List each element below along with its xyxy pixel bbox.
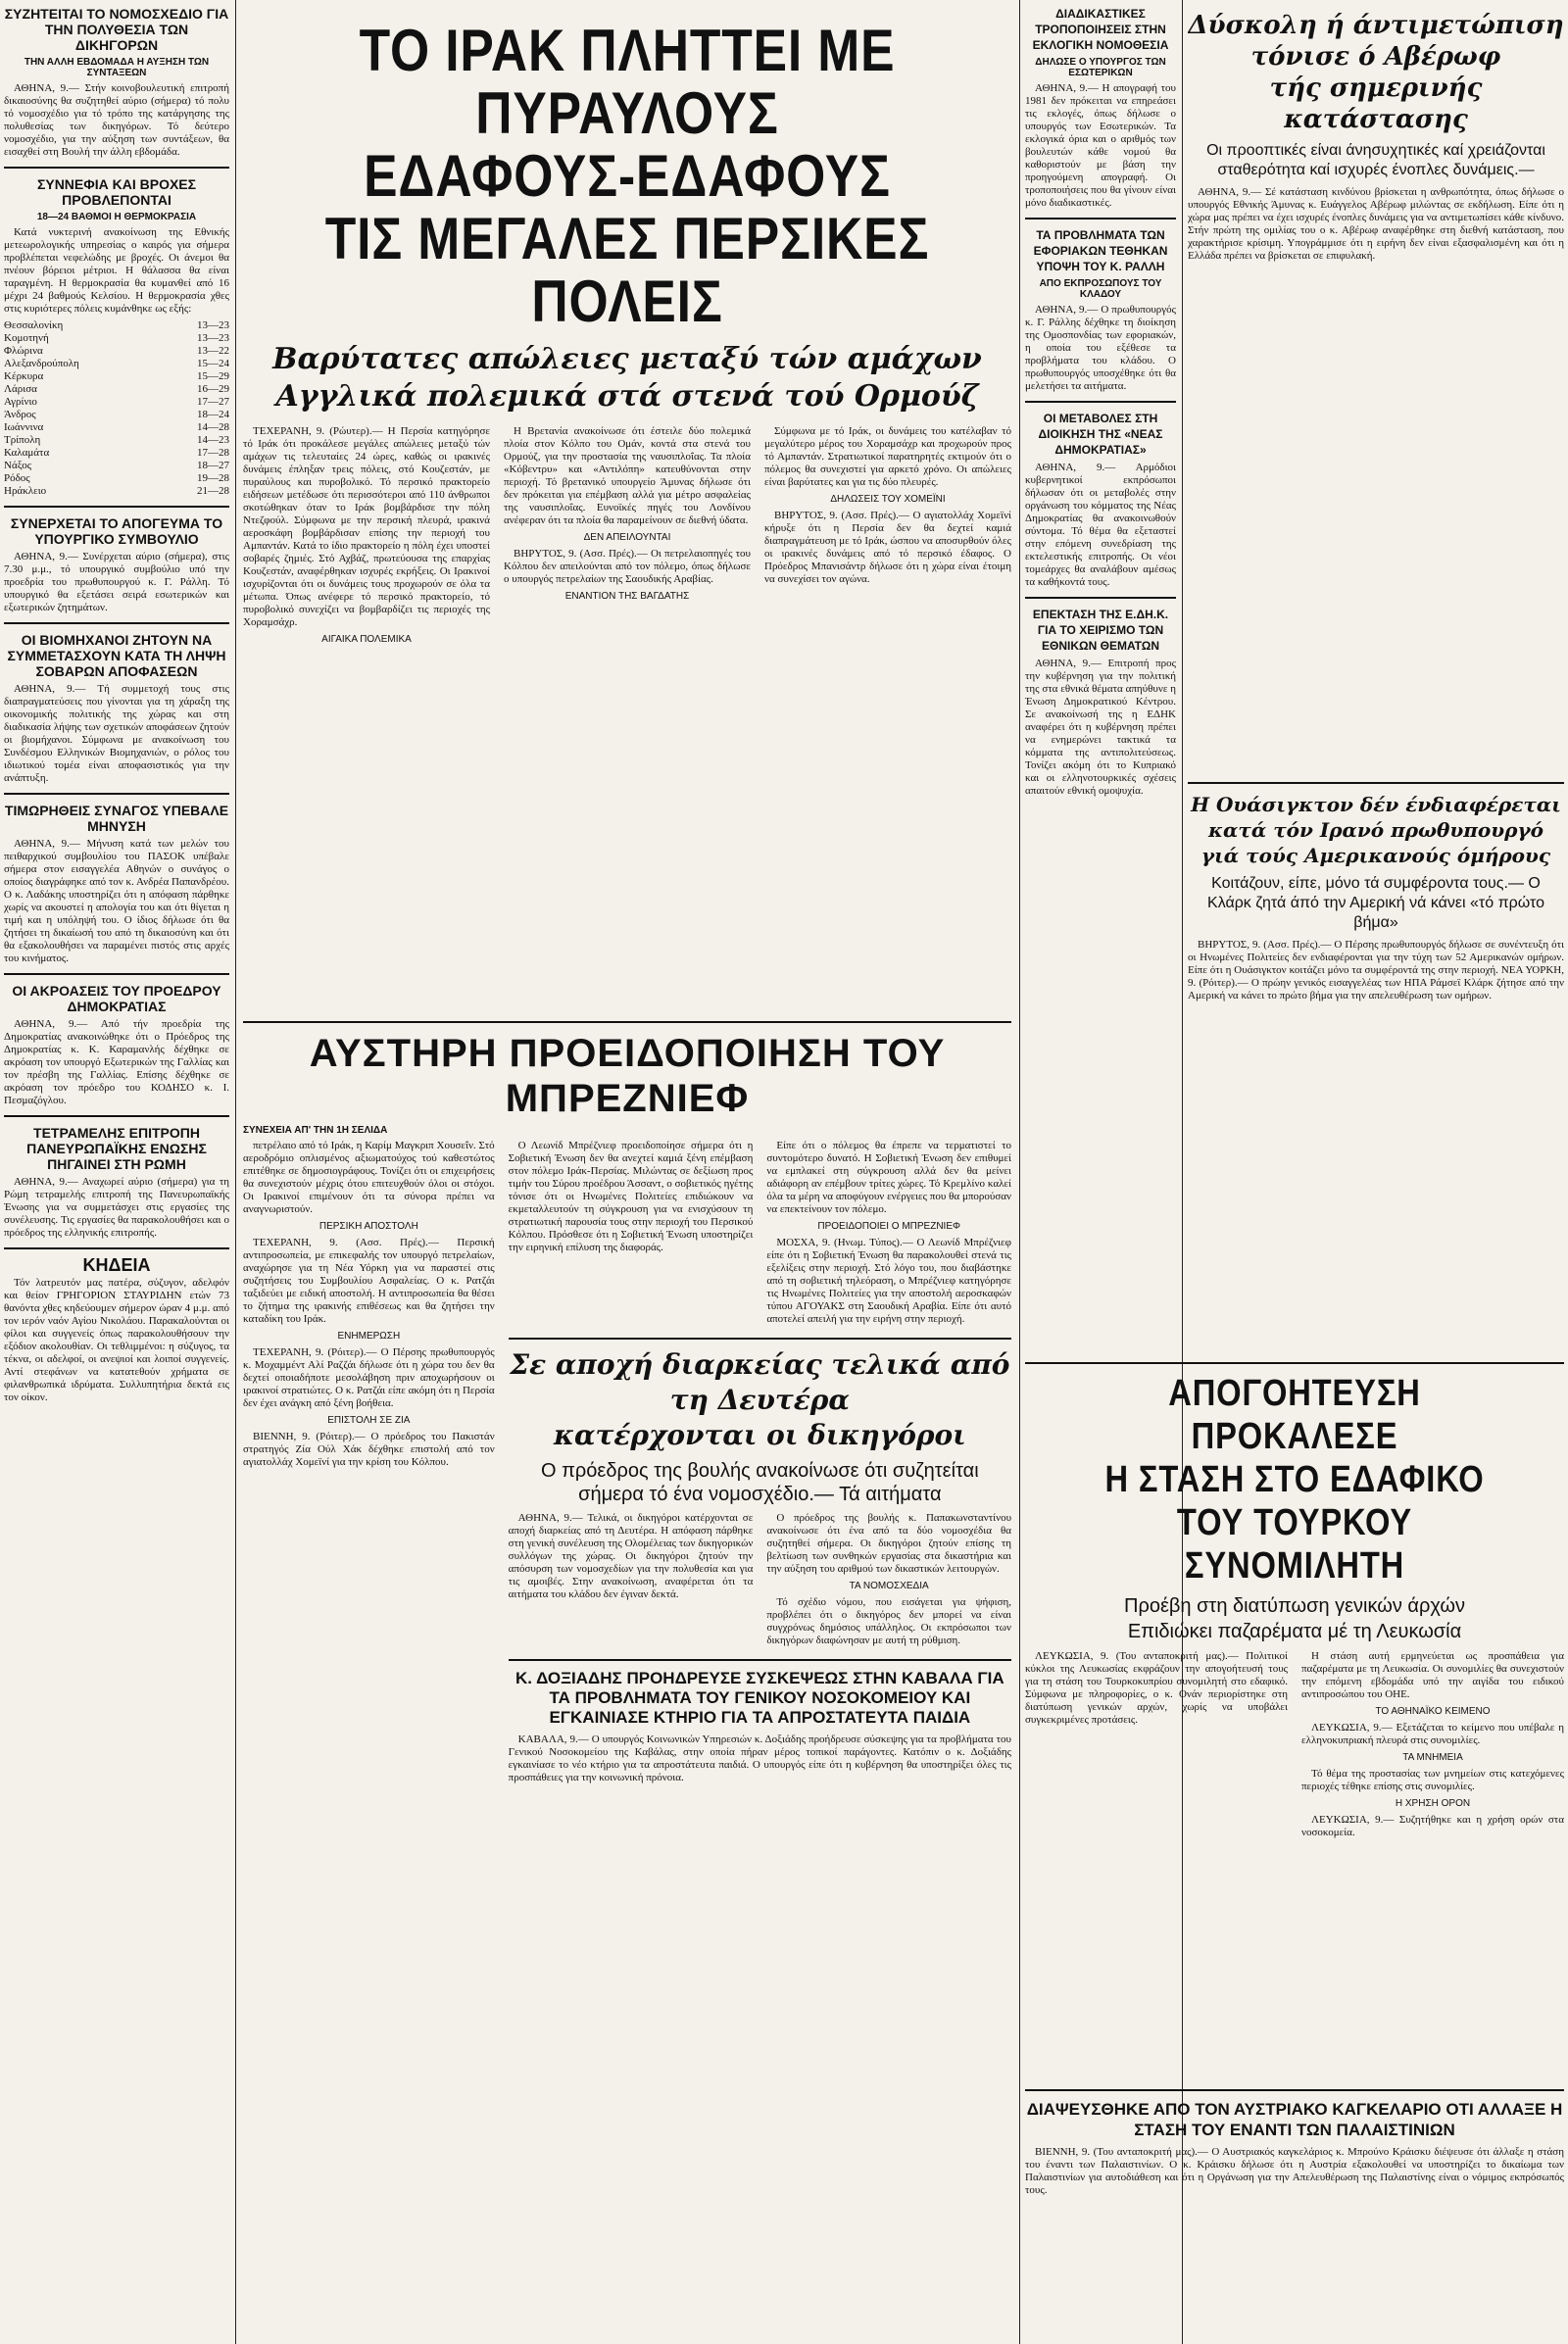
strike-col2: Ο πρόεδρος της βουλής κ. Παπακωνσταντίνου ανακοίνωσε ότι ένα από τα δύο νομοσχέδια θα συζητηθεί σήμερα. Οι δικηγόροι ζητούν επίσης τη βελτίωση των συνθηκών εργασίας στα δικαστήρια και την αύξηση του αριθμού των δικαστικών λειτουργών. bbox=[766, 1512, 1011, 1575]
divider bbox=[1025, 401, 1176, 403]
story-tax-title: ΤΑ ΠΡΟΒΛΗΜΑΤΑ ΤΩΝ ΕΦΟΡΙΑΚΩΝ ΤΕΘΗΚΑΝ ΥΠΟΨΗ ΤΟΥ Κ. ΡΑΛΛΗ bbox=[1033, 228, 1168, 273]
turkish-col2d: ΛΕΥΚΩΣΙΑ, 9.— Συζητήθηκε και η χρήση ορών στα νοσοκομεία. bbox=[1301, 1814, 1564, 1838]
label-athens-text: ΤΟ ΑΘΗΝΑΪΚΟ ΚΕΙΜΕΝΟ bbox=[1375, 1706, 1491, 1717]
divider bbox=[4, 506, 229, 508]
averof-body: ΑΘΗΝΑ, 9.— Σέ κατάσταση κινδύνου βρίσκεται η ανθρωπότητα, όπως δήλωσε ο υπουργός Εθνικής Άμυνας κ. Ευάγγελος Αβέρωφ μιλώντας σε εκδήλωση. Είπε ότι η χώρα μας πρέπει να έχει ισχυρές ένοπλες δυνάμεις για να αντιμετωπίσει κάθε κίνδυνο. Στήν πρώτη της ομιλίας του ο κ. Αβέρωφ αναφέρθηκε στη διεθνή κατάσταση, που χαρακτήρισε κρίσιμη. Υπογράμμισε ότι η ειρήνη δεν είναι εξασφαλισμένη και ότι η Ελλάδα πρέπει να βρίσκεται σε επιφυλακή. bbox=[1188, 186, 1564, 262]
temperature-row bbox=[4, 383, 229, 396]
temperature-range: 15—29 bbox=[197, 370, 229, 382]
temperature-list bbox=[4, 319, 229, 498]
label-not-threatened: ΔΕΝ ΑΠΕΙΛΟΥΝΤΑΙ bbox=[583, 532, 671, 543]
story-lawyers-sub: ΤΗΝ ΑΛΛΗ ΕΒΔΟΜΑΔΑ Η ΑΥΞΗΣΗ ΤΩΝ ΣΥΝΤΑΞΕΩΝ bbox=[24, 57, 210, 78]
temperature-row bbox=[4, 447, 229, 460]
city-name: Τρίπολη bbox=[4, 434, 41, 446]
lead-story-columns bbox=[243, 425, 1011, 1013]
turkish-col2b: ΛΕΥΚΩΣΙΑ, 9.— Εξετάζεται το κείμενο που υπέβαλε η ελληνοκυπριακή πλευρά στις συνομιλίες. bbox=[1301, 1722, 1564, 1746]
temperature-range: 19—28 bbox=[197, 472, 229, 484]
temperature-range: 13—22 bbox=[197, 345, 229, 357]
lead-headline-line2: ΕΔΑΦΟΥΣ-ΕΔΑΦΟΥΣ bbox=[364, 143, 891, 209]
bz-col1d: ΒΙΕΝΝΗ, 9. (Ρόιτερ).— Ο πρόεδρος του Πακιστάν στρατηγός Ζία Ούλ Χάκ δέχθηκε επιστολή από τον αγιατολλάχ Χομεϊνί για την κρίση του Κόλπου. bbox=[243, 1431, 495, 1468]
city-name: Θεσσαλονίκη bbox=[4, 319, 64, 331]
main-section bbox=[243, 0, 1011, 2344]
turkish-col1: ΛΕΥΚΩΣΙΑ, 9. (Του ανταποκριτή μας).— Πολιτικοί κύκλοι της Λευκωσίας εκφράζουν την απογοήτευσή τους για τη στάση του Τουρκοκυπρίου συνομιλητή στο εδαφικό. Σύμφωνα με πληροφορίες, ο κ. Ονάν περιορίστηκε στη διατύπωση γενικών αρχών, χωρίς να υποβάλει συγκεκριμένες προτάσεις. bbox=[1025, 1650, 1288, 1726]
usa-headline-line2: κατά τόν Ιρανό πρωθυπουργό bbox=[1208, 818, 1544, 842]
story-weather-title: ΣΥΝΝΕΦΙΑ ΚΑΙ ΒΡΟΧΕΣ ΠΡΟΒΛΕΠΟΝΤΑΙ bbox=[36, 176, 197, 208]
story-cabinet-body: ΑΘΗΝΑ, 9.— Συνέρχεται αύριο (σήμερα), στις 7.30 μ.μ., τό υπουργικό συμβούλιο υπό την προεδρία του πρωθυπουργού κ. Γ. Ράλλη. Τό υπουργικό θα εξετάσει σειρά εσωτερικών και εξωτερικών ζητημάτων. bbox=[4, 551, 229, 613]
turkish-headline-line2: Η ΣΤΑΣΗ ΣΤΟ ΕΔΑΦΙΚΟ bbox=[1104, 1459, 1485, 1500]
story-electoral-title: ΔΙΑΔΙΚΑΣΤΙΚΕΣ ΤΡΟΠΟΠΟΙΗΣΕΙΣ ΣΤΗΝ ΕΚΛΟΓΙΚΗ ΝΟΜΟΘΕΣΙΑ bbox=[1032, 7, 1169, 52]
story-edik-title: ΕΠΕΚΤΑΣΗ ΤΗΣ Ε.ΔΗ.Κ. ΓΙΑ ΤΟ ΧΕΙΡΙΣΜΟ ΤΩΝ ΕΘΝΙΚΩΝ ΘΕΜΑΤΩΝ bbox=[1032, 608, 1169, 653]
label-monuments: ΤΑ ΜΝΗΜΕΙΑ bbox=[1402, 1752, 1463, 1763]
label-brezhnev-warns: ΠΡΟΕΙΔΟΠΟΙΕΙ Ο ΜΠΡΕΖΝΙΕΦ bbox=[817, 1221, 960, 1232]
label-aegean: ΑΙΓΑΙΚΑ ΠΟΛΕΜΙΚΑ bbox=[321, 634, 412, 645]
divider bbox=[4, 167, 229, 169]
city-name: Φλώρινα bbox=[4, 345, 43, 357]
funeral-body: Τόν λατρευτόν μας πατέρα, σύζυγον, αδελφόν και θείον ΓΡΗΓΟΡΙΟΝ ΣΤΑΥΡΙΔΗΝ ετών 73 θανόντα χθες κηδεύουμεν σήμερον ώραν 4 μ.μ. από τον ιερόν ναόν Αγίου Νικολάου. Παρακαλούνται οι φίλοι και συγγενείς όπως παρακολουθήσουν την εξόδιον ακολουθίαν. Οι τεθλιμμένοι: η σύζυγος, τα τέκνα, οι αδελφοί, οι ανεψιοί και λοιποί συγγενείς. Αντί στεφάνων να κατατεθούν χρήματα σε φιλανθρωπικά ιδρύματα. Συλλυπητήρια δεκτά εις τον οίκον. bbox=[4, 1277, 229, 1403]
city-name: Άνδρος bbox=[4, 409, 36, 420]
temperature-row bbox=[4, 460, 229, 472]
temperature-range: 18—24 bbox=[197, 409, 229, 420]
temperature-row bbox=[4, 396, 229, 409]
story-nd-title: ΟΙ ΜΕΤΑΒΟΛΕΣ ΣΤΗ ΔΙΟΙΚΗΣΗ ΤΗΣ «ΝΕΑΣ ΔΗΜΟΚΡΑΤΙΑΣ» bbox=[1038, 412, 1163, 457]
city-name: Ρόδος bbox=[4, 472, 30, 484]
label-khomeini: ΔΗΛΩΣΕΙΣ ΤΟΥ ΧΟΜΕΪΝΙ bbox=[830, 494, 946, 505]
lead-col2b: ΒΗΡΥΤΟΣ, 9. (Ασσ. Πρές).— Οι πετρελαιοπηγές του Κόλπου δεν απειλούνται από τον πόλεμο, όπως δήλωσε ο υπουργός πετρελαίων της Σαουδικής Αραβίας. bbox=[504, 548, 751, 585]
divider bbox=[4, 622, 229, 624]
temperature-row bbox=[4, 472, 229, 485]
lead-headline-line1: ΤΟ ΙΡΑΚ ΠΛΗΤΤΕΙ ΜΕ ΠΥΡΑΥΛΟΥΣ bbox=[359, 18, 896, 146]
divider bbox=[4, 973, 229, 975]
temperature-row bbox=[4, 345, 229, 358]
story-electoral-sub: ΔΗΛΩΣΕ Ο ΥΠΟΥΡΓΟΣ ΤΩΝ ΕΣΩΤΕΡΙΚΩΝ bbox=[1035, 57, 1166, 78]
story-lawsuit-body: ΑΘΗΝΑ, 9.— Μήνυση κατά των μελών του πειθαρχικού συμβουλίου του ΠΑΣΟΚ υπέβαλε σήμερα στον εισαγγελέα Αθηνών ο συνάγος ο οποίος διαγράφηκε από τον κ. Ανδρέα Παπανδρέου. Ο κ. Λαδάκης υποστηρίζει ότι η απόφαση πάρθηκε χωρίς να ακουστεί η απολογία του και ότι θίγεται η τιμή και η υπόληψή του. Ο ίδιος δήλωσε ότι θα ζητήσει τη δικαίωσή του από τη δικαιοσύνη και ότι θα εξακολουθήσει να παραμένει πιστός στις αρχές του κινήματος. bbox=[4, 838, 229, 964]
temperature-row bbox=[4, 332, 229, 345]
story-president-body: ΑΘΗΝΑ, 9.— Από τήν προεδρία της Δημοκρατίας ανακοινώθηκε ότι ο Πρόεδρος της Δημοκρατίας κ. Κ. Καραμανλής δέχθηκε σε ακρόαση τον υπουργό Εξωτερικών της Γαλλίας και τον πρέσβη της Γαλλίας. Επίσης δέχθηκε σε ακρόαση τον πρόεδρο του ΚΟΔΗΣΟ κ. Ι. Πεσμαζόγλου. bbox=[4, 1018, 229, 1106]
temperature-range: 16—29 bbox=[197, 383, 229, 395]
temperature-range: 17—27 bbox=[197, 396, 229, 408]
lead-deck-line2: Αγγλικά πολεμικά στά στενά τού Ορμούζ bbox=[275, 379, 979, 414]
right-wide-column bbox=[1188, 0, 1564, 1352]
turkish-headline-line3: ΤΟΥ ΤΟΥΡΚΟΥ ΣΥΝΟΜΙΛΗΤΗ bbox=[1176, 1502, 1413, 1587]
usa-headline-line1: Η Ουάσιγκτον δέν ένδιαφέρεται bbox=[1191, 793, 1561, 816]
turkish-headline-line1: ΑΠΟΓΟΗΤΕΥΣΗ ΠΡΟΚΑΛΕΣΕ bbox=[1168, 1373, 1421, 1457]
bz-col2: Ο Λεωνίδ Μπρέζνιεφ προειδοποίησε σήμερα ότι η Σοβιετική Ένωση δεν θα ανεχτεί καμιά ξένη επέμβαση στον πόλεμο Ιράκ-Περσίας. Μιλώντας σε δεξίωση προς τιμήν του Σύρου προέδρου Άσσαντ, ο σοβιετικός ηγέτης τόνισε ότι οι Ηνωμένες Πολιτείες επιδιώκουν να εκμεταλλευτούν τη σύγκρουση για να ενισχύσουν τη στρατιωτική παρουσία τους στην περιοχή του Περσικού Κόλπου. Πρόσθεσε ότι η Σοβιετική Ένωση υποστηρίζει την ειρηνική επίλυση της διαφοράς. bbox=[508, 1140, 754, 1253]
turkish-deck-line1: Προέβη στη διατύπωση γενικών άρχών bbox=[1124, 1595, 1465, 1617]
label-serum: Η ΧΡΗΣΗ ΟΡΟΝ bbox=[1395, 1798, 1471, 1809]
story-lawyers-title: ΣΥΖΗΤΕΙΤΑΙ ΤΟ ΝΟΜΟΣΧΕΔΙΟ ΓΙΑ ΤΗΝ ΠΟΛΥΘΕΣΙΑ ΤΩΝ ΔΙΚΗΓΟΡΩΝ bbox=[4, 6, 229, 53]
strike-headline-line1: Σε αποχή διαρκείας τελικά από τη Δευτέρα bbox=[510, 1348, 1010, 1416]
divider bbox=[1025, 597, 1176, 599]
austria-headline: ΔΙΑΨΕΥΣΘΗΚΕ ΑΠΟ ΤΟΝ ΑΥΣΤΡΙΑΚΟ ΚΑΓΚΕΛΑΡΙΟ ΟΤΙ ΑΛΛΑΞΕ Η ΣΤΑΣΗ ΤΟΥ ΕΝΑΝΤΙ ΤΩΝ ΠΑΛΑΙΣΤΙΝΙΩΝ bbox=[1026, 2100, 1563, 2139]
bz-col1b: ΤΕΧΕΡΑΝΗ, 9. (Ασσ. Πρές).— Περσική αντιπροσωπεία, με επικεφαλής τον υπουργό πετρελαίων, αναχώρησε για τη Νέα Υόρκη για να παραστεί στις συζητήσεις του Συμβουλίου Ασφαλείας. Ο κ. Ρατζάι ταξιδεύει με ειδική αποστολή. Η αντιπροσωπεία θα θέσει το ζήτημα της ιρακινής επιθέσεως και θα ζητήσει την καταδίκη του Ιράκ. bbox=[243, 1237, 495, 1325]
temperature-range: 18—27 bbox=[197, 460, 229, 471]
kavala-body: ΚΑΒΑΛΑ, 9.— Ο υπουργός Κοινωνικών Υπηρεσιών κ. Δοξιάδης προήδρευσε σύσκεψης για τα προβλήματα του Γενικού Νοσοκομείου της Καβάλας, στην οποία πήραν μέρος τοπικοί παράγοντες. Κατόπιν ο κ. Δοξιάδης εγκαινίασε το νέο κτήριο για τα απροστάτευτα παιδιά. Ο υπουργός είπε ότι η κυβέρνηση θα υποστηρίξει όλες τις προσπάθειες για την κοινωνική πρόνοια. bbox=[508, 1734, 1011, 1783]
lead-deck-line1: Βαρύτατες απώλειες μεταξύ τών αμάχων bbox=[272, 342, 982, 376]
strike-sub: Ο πρόεδρος της βουλής ανακοίνωσε ότι συζητείται σήμερα τό ένα νομοσχέδιο.— Τά αιτήματα bbox=[541, 1460, 979, 1505]
temperature-row bbox=[4, 434, 229, 447]
temperature-range: 17—28 bbox=[197, 447, 229, 459]
turkish-col2c: Τό θέμα της προστασίας των μνημείων στις κατεχόμενες περιοχές τέθηκε επίσης στις συνομιλίες. bbox=[1301, 1768, 1564, 1792]
divider bbox=[4, 793, 229, 795]
kavala-headline: Κ. ΔΟΞΙΑΔΗΣ ΠΡΟΗΔΡΕΥΣΕ ΣΥΣΚΕΨΕΩΣ ΣΤΗΝ ΚΑΒΑΛΑ ΓΙΑ ΤΑ ΠΡΟΒΛΗΜΑΤΑ ΤΟΥ ΓΕΝΙΚΟΥ ΝΟΣΟΚΟΜΕΙΟΥ ΚΑΙ ΕΓΚΑΙΝΙΑΣΕ ΚΤΗΡΙΟ ΓΙΑ ΤΑ ΑΠΡΟΣΤΑΤΕΥΤΑ ΠΑΙΔΙΑ bbox=[515, 1669, 1004, 1727]
usa-deck: Κοιτάζουν, είπε, μόνο τά συμφέροντα τους.— Ο Κλάρκ ζητά άπό την Αμερική νά κάνει «τό πρώτο βήμα» bbox=[1207, 875, 1544, 931]
brezhnev-columns bbox=[243, 1140, 1011, 2344]
label-persian-mission: ΠΕΡΣΙΚΗ ΑΠΟΣΤΟΛΗ bbox=[318, 1221, 418, 1232]
city-name: Καλαμάτα bbox=[4, 447, 50, 459]
averof-headline-line1: Δύσκολη ή άντιμετώπιση bbox=[1188, 11, 1564, 40]
story-weather-body: Κατά νυκτερινή ανακοίνωση της Εθνικής μετεωρολογικής υπηρεσίας ο καιρός για σήμερα προβλέπεται νεφελώδης με βροχές. Οι άνεμοι θα πνέουν βόρειοι μέτριοι. Η θάλασσα θα είναι ταραγμένη. Η θερμοκρασία θα κυμανθεί από 16 μέχρι 24 βαθμούς Κελσίου. Η θερμοκρασία χθες στις κυριότερες πόλεις κυμάνθηκε ως εξής: bbox=[4, 226, 229, 315]
turkish-deck-line2: Επιδιώκει παζαρέματα μέ τη Λευκωσία bbox=[1127, 1621, 1462, 1642]
bz-col1c: ΤΕΧΕΡΑΝΗ, 9. (Ρόιτερ).— Ο Πέρσης πρωθυπουργός κ. Μοχαμμέντ Αλί Ραζζάι δήλωσε ότι η χώρα του δεν θα δεχτεί οποιαδήποτε μεσολάβηση πριν αποχωρήσουν οι ιρακινοί στρατιώτες. Ο κ. Ρατζάι είπε ακόμη ότι η Περσία δεν έχει ανάγκη από ξένη βοήθεια. bbox=[243, 1346, 495, 1409]
lead-col3: Σύμφωνα με τό Ιράκ, οι δυνάμεις του κατέλαβαν τό μεγαλύτερο μέρος του Χοραμσάχρ και προχωρούν προς τό Αμπαντάν. Στρατιωτικοί παρατηρητές εκτιμούν ότι ο πόλεμος θα συνεχιστεί για αρκετό χρόνο. Οι απώλειες είναι βαρύτατες και για τις δύο πλευρές. bbox=[764, 425, 1011, 488]
story-europe-title: ΤΕΤΡΑΜΕΛΗΣ ΕΠΙΤΡΟΠΗ ΠΑΝΕΥΡΩΠΑΪΚΗΣ ΕΝΩΣΗΣ ΠΗΓΑΙΝΕΙ ΣΤΗ ΡΩΜΗ bbox=[26, 1125, 207, 1172]
brezhnev-headline: ΑΥΣΤΗΡΗ ΠΡΟΕΙΔΟΠΟΙΗΣΗ ΤΟΥ ΜΠΡΕΖΝΙΕΦ bbox=[309, 1032, 946, 1120]
austria-body: ΒΙΕΝΝΗ, 9. (Του ανταποκριτή μας).— Ο Αυστριακός καγκελάριος κ. Μπρούνο Κράισκυ διέψευσε ότι άλλαξε η στάση του έναντι των Παλαιστινίων. Ο κ. Κράισκυ δήλωσε ότι η Αυστρία εξακολουθεί να υποστηρίζει το δικαίωμα των Παλαιστινίων για αυτοδιάθεση και ότι η Οργάνωση για την Απελευθέρωση της Παλαιστίνης είναι ο νόμιμος εκπρόσωπός τους. bbox=[1025, 2146, 1564, 2196]
usa-body: ΒΗΡΥΤΟΣ, 9. (Ασσ. Πρές).— Ο Πέρσης πρωθυπουργός δήλωσε σε συνέντευξη ότι οι Ηνωμένες Πολιτείες δεν ενδιαφέρονται για την τύχη των 52 Αμερικανών ομήρων. Είπε ότι η Ουάσιγκτον κοιτάζει μόνο τα συμφέροντά της στην περιοχή. ΝΕΑ ΥΟΡΚΗ, 9. (Ρόιτερ).— Ο πρώην γενικός εισαγγελέας των ΗΠΑ Ράμσεϊ Κλάρκ ζήτησε από την Αμερική να κάνει το πρώτο βήμα για την απελευθέρωση των ομήρων. bbox=[1188, 939, 1564, 1001]
story-lawsuit-title: ΤΙΜΩΡΗΘΕΙΣ ΣΥΝΑΓΟΣ ΥΠΕΒΑΛΕ ΜΗΝΥΣΗ bbox=[4, 803, 229, 834]
divider bbox=[4, 1115, 229, 1117]
divider bbox=[509, 1659, 1011, 1661]
lead-col2: Η Βρετανία ανακοίνωσε ότι έστειλε δύο πολεμικά πλοία στον Κόλπο του Ομάν, κοντά στα στενά του Ορμούζ, για την προστασία της ναυσιπλοΐας. Τα πλοία «Κόβεντρυ» και «Αντιλόπη» κατευθύνονται στην περιοχή. Τό βρετανικό υπουργείο Άμυνας δήλωσε ότι δεν πρόκειται για επέμβαση αλλά για μέτρο ασφαλείας της ναυσιπλοΐας. Ευνοϊκές πηγές του Λονδίνου ανέφεραν ότι τα πλοία θα παραμείνουν σε διεθνή ύδατα. bbox=[504, 425, 751, 526]
divider bbox=[1188, 782, 1564, 784]
temperature-row bbox=[4, 358, 229, 370]
story-weather-sub: 18—24 ΒΑΘΜΟΙ Η ΘΕΡΜΟΚΡΑΣΙΑ bbox=[36, 212, 197, 222]
bz-col3: Είπε ότι ο πόλεμος θα έπρεπε να τερματιστεί το συντομότερο δυνατό. Η Σοβιετική Ένωση δεν επιθυμεί να εμπλακεί στη σύγκρουση αλλά δεν θα μείνει αδιάφορη αν επέμβουν τρίτες χώρες. Τό Κρεμλίνο καλεί όλα τα μέρη να αποφύγουν ενέργειες που θα μπορούσαν να επεκτείνουν τον πόλεμο. bbox=[766, 1140, 1011, 1215]
city-name: Νάξος bbox=[4, 460, 32, 471]
temperature-range: 14—28 bbox=[197, 421, 229, 433]
label-against-baghdad: ΕΝΑΝΤΙΟΝ ΤΗΣ ΒΑΓΔΑΤΗΣ bbox=[564, 591, 690, 602]
temperature-row bbox=[4, 370, 229, 383]
city-name: Κέρκυρα bbox=[4, 370, 44, 382]
divider bbox=[1025, 2089, 1564, 2091]
city-name: Λάρισα bbox=[4, 383, 37, 395]
lead-headline-line3: ΤΙΣ ΜΕΓΑΛΕΣ ΠΕΡΣΙΚΕΣ ΠΟΛΕΙΣ bbox=[324, 206, 930, 334]
story-industry-body: ΑΘΗΝΑ, 9.— Τή συμμετοχή τους στις διαπραγματεύσεις που γίνονται για τη χάραξη της οικονομικής πολιτικής της χώρας και στη διαδικασία λήψης των σχετικών αποφάσεων ζητούν οι βιομήχανοι. Σύμφωνα με ανακοίνωση του Συνδέσμου Ελληνικών Βιομηχανιών, ο ρόλος του ιδιωτικού τομέα είναι αποφασιστικός για την ανάπτυξη. bbox=[4, 683, 229, 784]
left-column bbox=[4, 0, 229, 2344]
city-name: Ηράκλειο bbox=[4, 485, 47, 497]
strike-col1: ΑΘΗΝΑ, 9.— Τελικά, οι δικηγόροι κατέρχονται σε αποχή διαρκείας από τη Δευτέρα. Η απόφαση πάρθηκε στη γενική συνέλευση της Ολομέλειας των δικηγορικών συλλόγων της χώρας. Οι δικηγόροι ζητούν την απόσυρση των νομοσχεδίων για την πολυθεσία και για τις αμοιβές. Στην ανακοίνωση, αναφέρεται ότι τα αιτήματα του κλάδου δεν έγιναν δεκτά. bbox=[508, 1512, 754, 1600]
story-tax-sub: ΑΠΟ ΕΚΠΡΟΣΩΠΟΥΣ ΤΟΥ ΚΛΑΔΟΥ bbox=[1039, 278, 1162, 300]
story-lawyers-body: ΑΘΗΝΑ, 9.— Στήν κοινοβουλευτική επιτροπή δικαιοσύνης θα συζητηθεί αύριο (σήμερα) τό πολυ τό νομοσχέδιο για τό τρόπο της κατάργησης της πολυθεσίας των δικηγόρων. Τό δεύτερο νομοσχέδιο, για την αύξηση των συντάξεων, θα εισαχθεί στη Βουλή την άλλη εβδομάδα. bbox=[4, 82, 229, 158]
temperature-row bbox=[4, 485, 229, 498]
temperature-range: 15—24 bbox=[197, 358, 229, 369]
story-nd-body: ΑΘΗΝΑ, 9.— Αρμόδιοι κυβερνητικοί εκπρόσωποι δήλωσαν ότι οι μεταβολές στην οργάνωση του κόμματος της Νέας Δημοκρατίας θα ανακοινωθούν σύντομα. Τό θέμα θα εξεταστεί στην επόμενη συνεδρίαση της εκτελεστικής επιτροπής. Οι νέοι τομεάρχες θα αναλάβουν αμέσως τα καθήκοντά τους. bbox=[1025, 462, 1176, 588]
lead-col3b: ΒΗΡΥΤΟΣ, 9. (Ασσ. Πρές).— Ο αγιατολλάχ Χομεϊνί κήρυξε ότι η Περσία δεν θα δεχτεί καμιά διαπραγμάτευση με τό Ιράκ, ώσπου να αποσυρθούν όλες οι ιρακινές δυνάμεις από τό περσικό έδαφος. Ο Πρόεδρος Μπανισάντρ δήλωσε ότι η χώρα είναι έτοιμη να συνεχίσει τον αγώνα. bbox=[764, 510, 1011, 585]
label-briefing: ΕΝΗΜΕΡΩΣΗ bbox=[337, 1331, 401, 1342]
city-name: Ιωάννινα bbox=[4, 421, 44, 433]
story-cabinet-title: ΣΥΝΕΡΧΕΤΑΙ ΤΟ ΑΠΟΓΕΥΜΑ ΤΟ ΥΠΟΥΡΓΙΚΟ ΣΥΜΒΟΥΛΙΟ bbox=[10, 515, 223, 547]
bz-col1: πετρέλαιο από τό Ιράκ, η Καρίμ Μαγκριπ Χουσεΐν. Στό αεροδρόμιο οπλισμένος αξιωματούχος τού καθεστώτος επιτέθηκε σε δημοσιογράφους. Τονίζει ότι οι επιχειρήσεις θα συνεχιστούν μέχρις ότου επιτευχθούν όλοι οι στόχοι. Οι Ιρακινοί επιμένουν ότι τα σύνορα πρέπει να αναγνωριστούν. bbox=[243, 1140, 495, 1215]
story-tax-body: ΑΘΗΝΑ, 9.— Ο πρωθυπουργός κ. Γ. Ράλλης δέχθηκε τη διοίκηση της Ομοσπονδίας των εφοριακών, η οποία του εξέθεσε τα προβλήματα του κλάδου. Ο πρωθυπουργός υποσχέθηκε ότι θα μελετήσει τα αιτήματα. bbox=[1025, 304, 1176, 392]
temperature-range: 21—28 bbox=[197, 485, 229, 497]
temperature-range: 14—23 bbox=[197, 434, 229, 446]
column-rule-right bbox=[1019, 0, 1020, 2344]
usa-headline-line3: γιά τούς Αμερικανούς όμήρους bbox=[1200, 844, 1551, 867]
story-president-title: ΟΙ ΑΚΡΟΑΣΕΙΣ ΤΟΥ ΠΡΟΕΔΡΟΥ ΔΗΜΟΚΡΑΤΙΑΣ bbox=[12, 983, 221, 1014]
brezhnev-continued: ΣΥΝΕΧΕΙΑ ΑΠ' ΤΗΝ 1Η ΣΕΛΙΔΑ bbox=[243, 1125, 388, 1136]
temperature-range: 13—23 bbox=[197, 332, 229, 344]
averof-deck: Οι προοπτικές είναι άνησυχητικές καί χρειάζονται σταθερότητα καί ισχυρές ένοπλες δυνάμεις.— bbox=[1206, 142, 1545, 178]
story-edik-body: ΑΘΗΝΑ, 9.— Επιτροπή προς την κυβέρνηση για την πολιτική της στα εθνικά θέματα απηύθυνε η Ένωση Δημοκρατικού Κέντρου. Σε ανακοίνωσή της η ΕΔΗΚ αναφέρει ότι η κυβέρνηση πρέπει να ενημερώνει τακτικά τα κόμματα της αντιπολιτεύσεως. Τονίζει ακόμη ότι το Κυπριακό και οι ελληνοτουρκικές σχέσεις απαιτούν εθνική ομοψυχία. bbox=[1025, 658, 1176, 797]
bz-col3b: ΜΟΣΧΑ, 9. (Ηνωμ. Τύπος).— Ο Λεωνίδ Μπρέζνιεφ είπε ότι η Σοβιετική Ένωση θα παρακολουθεί στενά τις εξελίξεις στην περιοχή. Στό λόγο του, που διαβάστηκε από τη σοβιετική τηλεόραση, ο Μπρέζνιεφ κατηγόρησε τις Ηνωμένες Πολιτείες για την αποστολή αεροσκαφών τύπου ΑΓΟΥΑΚΣ στη Σαουδική Αραβία. Είπε ότι αυτό αποτελεί απειλή για την ειρήνη στην περιοχή. bbox=[766, 1237, 1011, 1325]
city-name: Αλεξανδρούπολη bbox=[4, 358, 79, 369]
right-narrow-column bbox=[1025, 0, 1176, 1352]
divider bbox=[243, 1021, 1011, 1023]
city-name: Κομοτηνή bbox=[4, 332, 49, 344]
divider bbox=[509, 1338, 1011, 1340]
label-bills: ΤΑ ΝΟΜΟΣΧΕΔΙΑ bbox=[849, 1581, 929, 1591]
divider bbox=[1025, 218, 1176, 220]
divider bbox=[4, 1247, 229, 1249]
city-name: Αγρίνιο bbox=[4, 396, 37, 408]
story-europe-body: ΑΘΗΝΑ, 9.— Αναχωρεί αύριο (σήμερα) για τη Ρώμη τετραμελής επιτροπή της Πανευρωπαϊκής Ένωσης για να συμμετάσχει στις εργασίες της συνέλευσης. Τις εργασίες θα παρακολουθήσει και ο πρόεδρος της ελληνικής επιτροπής. bbox=[4, 1176, 229, 1239]
strike-headline-line2: κατέρχονται οι δικηγόροι bbox=[553, 1419, 966, 1451]
temperature-row bbox=[4, 421, 229, 434]
funeral-title: ΚΗΔΕΙΑ bbox=[82, 1255, 151, 1275]
turkish-story bbox=[1025, 1362, 1564, 2344]
story-industry-title: ΟΙ ΒΙΟΜΗΧΑΝΟΙ ΖΗΤΟΥΝ ΝΑ ΣΥΜΜΕΤΑΣΧΟΥΝ ΚΑΤΑ ΤΗ ΛΗΨΗ ΣΟΒΑΡΩΝ ΑΠΟΦΑΣΕΩΝ bbox=[7, 632, 226, 679]
turkish-col2: Η στάση αυτή ερμηνεύεται ως προσπάθεια για παζαρέματα με τη Λευκωσία. Οι συνομιλίες θα συνεχιστούν την επόμενη εβδομάδα υπό την αιγίδα του ειδικού αντιπροσώπου του ΟΗΕ. bbox=[1301, 1650, 1564, 1700]
strike-col2b: Τό σχέδιο νόμου, που εισάγεται για ψήφιση, προβλέπει ότι ο δικηγόρος δεν μπορεί να είναι συγχρόνως δημόσιος υπάλληλος. Οι εκπρόσωποι των δικηγόρων διαφώνησαν με αυτή τη ρύθμιση. bbox=[766, 1596, 1011, 1646]
divider bbox=[1025, 1362, 1564, 1364]
temperature-row bbox=[4, 319, 229, 332]
temperature-range: 13—23 bbox=[197, 319, 229, 331]
story-electoral-body: ΑΘΗΝΑ, 9.— Η απογραφή του 1981 δεν πρόκειται να επηρεάσει τις εκλογές, όπως δήλωσε ο υπουργός των Εσωτερικών. Τα εκλογικά όρια και ο αριθμός των βουλευτών κάθε νομού θα καθοριστούν με βάση την προηγούμενη απογραφή. Οι τροποποιήσεις που θα γίνουν είναι μόνο διαδικαστικές. bbox=[1025, 82, 1176, 209]
temperature-row bbox=[4, 409, 229, 421]
averof-headline-line2: τόνισε ό Αβέρωφ bbox=[1250, 42, 1501, 72]
lead-col1: ΤΕΧΕΡΑΝΗ, 9. (Ρώυτερ).— Η Περσία κατηγόρησε τό Ιράκ ότι προκάλεσε μεγάλες απώλειες μεταξύ τών αμάχων τις τελευταίες 24 ώρες, καθώς οι ιρακινές δυνάμεις έπληξαν τρεις πόλεις, στό Κουζεστάν, με πυραύλους και πυροβολικό. Τό περσικό πρακτορείο ειδήσεων μετέδωσε ότι περισσότεροι από 110 άνθρωποι σκοτώθηκαν όταν το Ιράκ βομβάρδισε την πόλη Ντεζφούλ. Σύμφωνα με την περσική πλευρά, ιρακινά αεροσκάφη βομβάρδισαν επίσης την περιοχή του Αμπαντάν. Κατά το ίδιο πρακτορείο η πόλη έχει υποστεί σοβαρές ζημιές. Στό Αχβάζ, πρωτεύουσα της επαρχίας Κουζεστάν, αναφέρθηκαν ισχυρές εκρήξεις. Οι Ιρακινοί ισχυρίζονται ότι οι δυνάμεις τους προχωρούν σε όλα τα μέτωπα. Όπως ανέφερε τό περσικό πρακτορείο, τό πυροβολικό συνεχίζει να βομβαρδίζει τις περιοχές της Χοραμσάχρ. bbox=[243, 425, 490, 628]
column-rule-left bbox=[235, 0, 236, 2344]
label-zia-letter: ΕΠΙΣΤΟΛΗ ΣΕ ΖΙΑ bbox=[327, 1415, 411, 1426]
averof-headline-line3: τής σημερινής κατάστασης bbox=[1269, 73, 1483, 134]
